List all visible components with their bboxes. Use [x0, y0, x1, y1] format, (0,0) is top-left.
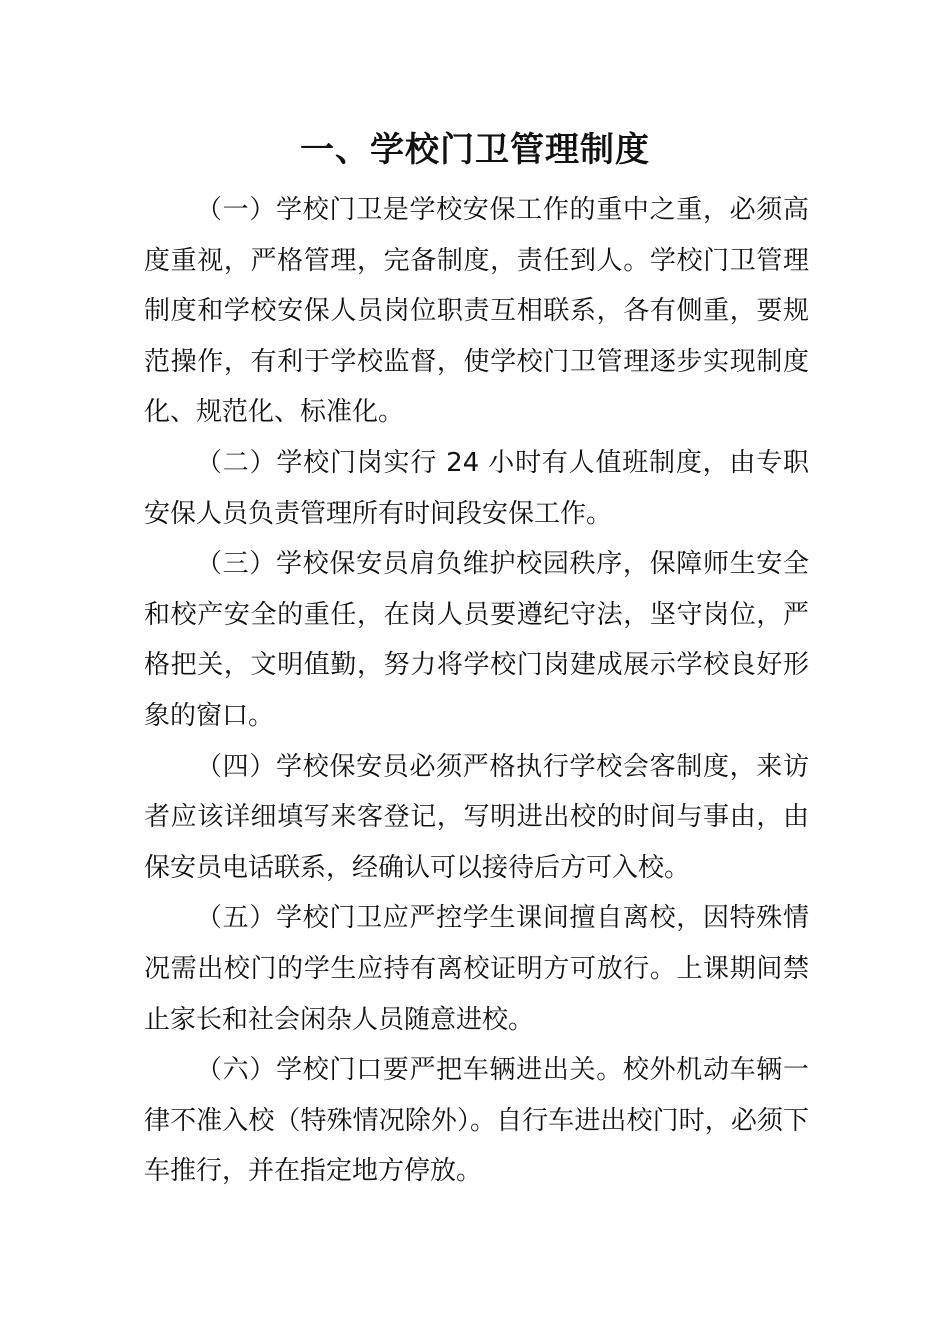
document-title: 一、学校门卫管理制度 [300, 130, 650, 170]
paragraph-4: （四）学校保安员必须严格执行学校会客制度，来访者应该详细填写来客登记，写明进出校的时间与事由，由保安员电话联系，经确认可以接待后方可入校。 [144, 751, 809, 883]
paragraph-2: （二）学校门岗实行 24 小时有人值班制度，由专职安保人员负责管理所有时间段安保工作。 [144, 447, 809, 529]
document-body [144, 185, 809, 1197]
paragraph-3: （三）学校保安员肩负维护校园秩序，保障师生安全和校产安全的重任，在岗人员要遵纪守法，坚守岗位，严格把关，文明值勤，努力将学校门岗建成展示学校良好形象的窗口。 [144, 549, 809, 731]
paragraph-6: （六）学校门口要严把车辆进出关。校外机动车辆一律不准入校（特殊情况除外）。自行车进出校门时，必须下车推行，并在指定地方停放。 [144, 1055, 809, 1187]
paragraph-1: （一）学校门卫是学校安保工作的重中之重，必须高度重视，严格管理，完备制度，责任到人。学校门卫管理制度和学校安保人员岗位职责互相联系，各有侧重，要规范操作，有利于学校监督，使学校门卫管理逐步实现制度化、规范化、标准化。 [144, 195, 809, 428]
paragraph-5: （五）学校门卫应严控学生课间擅自离校，因特殊情况需出校门的学生应持有离校证明方可放行。上课期间禁止家长和社会闲杂人员随意进校。 [144, 903, 809, 1035]
